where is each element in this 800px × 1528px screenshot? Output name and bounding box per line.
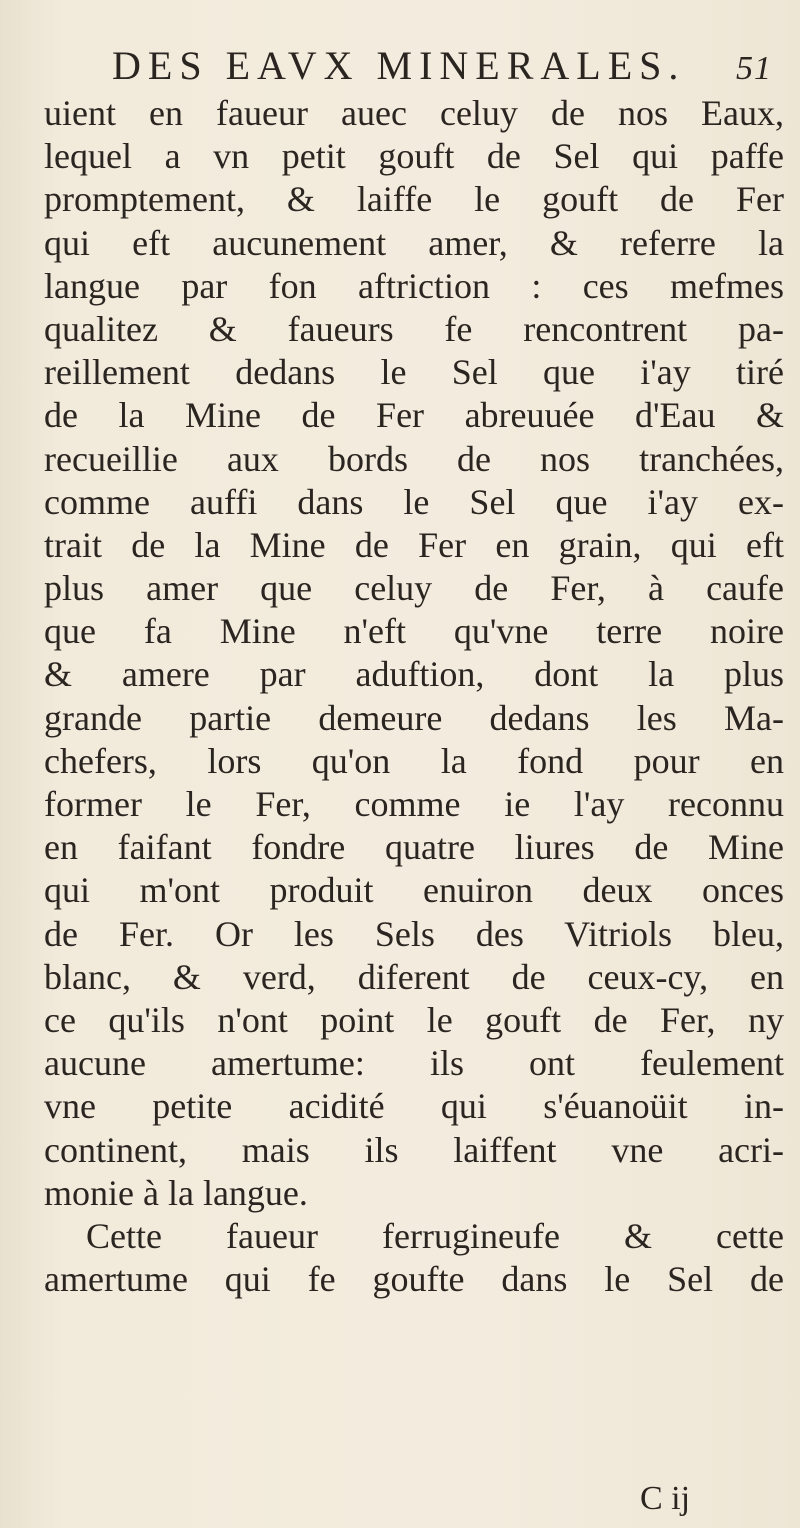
text-line: reillement dedans le Sel que i'ay tiré <box>44 352 784 393</box>
text-line: trait de la Mine de Fer en grain, qui eft <box>44 524 784 565</box>
text-line: monie à la langue. <box>44 1172 308 1213</box>
body-text <box>44 92 784 1301</box>
text-line: blanc, & verd, diferent de ceux-cy, en <box>44 956 784 997</box>
text-line: former le Fer, comme ie l'ay reconnu <box>44 784 784 824</box>
text-line: chefers, lors qu'on la fond pour en <box>44 740 784 781</box>
running-title: DES EAVX MINERALES. <box>112 43 686 88</box>
text-line: recueillie aux bords de nos tranchées, <box>44 438 784 479</box>
text-line: grande partie demeure dedans les Ma- <box>44 697 784 738</box>
text-line: & amere par aduftion, dont la plus <box>44 654 784 695</box>
text-line: lequel a vn petit gouft de Sel qui paffe <box>44 136 784 177</box>
text-line: qui m'ont produit enuiron deux onces <box>44 870 784 911</box>
text-line: qui eft aucunement amer, & referre la <box>44 222 784 263</box>
text-line: de la Mine de Fer abreuuée d'Eau & <box>44 395 784 436</box>
text-line: qualitez & fauеurs fe rencontrent pa- <box>44 308 784 349</box>
text-line: plus amer que celuy de Fer, à caufe <box>44 568 784 609</box>
paragraph-first-line: Cette faueur ferrugineufe & cette <box>86 1215 784 1256</box>
text-line: langue par fon aftriction : ces mefmes <box>44 265 784 306</box>
text-line: aucune amertume: ils ont feulement <box>44 1043 784 1084</box>
page-number: 51 <box>736 50 772 87</box>
text-line: vne petite acidité qui s'éuanoüit in- <box>44 1086 784 1127</box>
signature-mark: C ij <box>640 1480 691 1517</box>
text-line: ce qu'ils n'ont point le gouft de Fer, ny <box>44 999 784 1040</box>
text-line: que fa Mine n'eft qu'vne terre noire <box>44 611 784 652</box>
text-line: continent, mais ils laiffent vne acri- <box>44 1129 784 1170</box>
text-line: comme auffi dans le Sel que i'ay ex- <box>44 481 784 522</box>
text-line: amertume qui fe goufte dans le Sel de <box>44 1259 784 1300</box>
running-head <box>82 38 782 94</box>
text-line: promptement, & laiffe le gouft de Fer <box>44 179 784 220</box>
text-line: en faifant fondre quatre liures de Mine <box>44 827 784 868</box>
text-line: uient en fauеur auec celuy de nos Eaux, <box>44 93 784 133</box>
text-line: de Fer. Or les Sels des Vitriols bleu, <box>44 913 784 954</box>
